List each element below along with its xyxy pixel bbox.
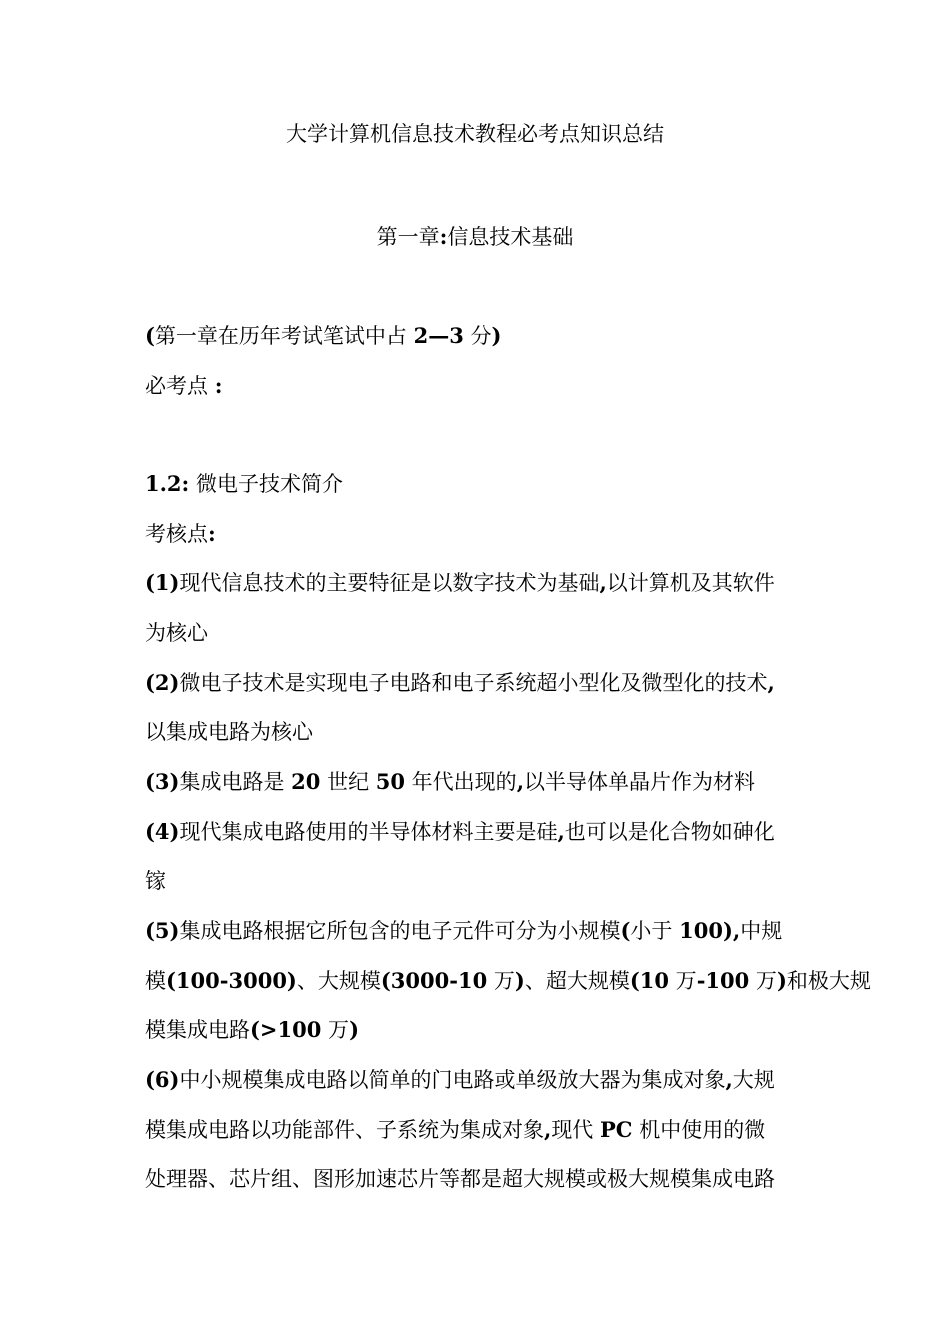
item-1-line-2: 为核心 bbox=[145, 621, 208, 645]
item-2-line-1: (2)微电子技术是实现电子电路和电子系统超小型化及微型化的技术, bbox=[145, 670, 775, 695]
exam-note: (第一章在历年考试笔试中占 2—3 分) bbox=[145, 323, 502, 348]
item-6-line-2: 模集成电路以功能部件、子系统为集成对象,现代 PC 机中使用的微 bbox=[145, 1117, 766, 1142]
chapter-heading: 第一章:信息技术基础 bbox=[376, 224, 574, 249]
item-1-line-1: (1)现代信息技术的主要特征是以数字技术为基础,以计算机及其软件 bbox=[145, 570, 775, 595]
must-points-label: 必考点 : bbox=[145, 373, 223, 398]
document-title: 大学计算机信息技术教程必考点知识总结 bbox=[286, 122, 664, 146]
item-3-line-1: (3)集成电路是 20 世纪 50 年代出现的,以半导体单晶片作为材料 bbox=[145, 769, 755, 794]
item-4-line-1: (4)现代集成电路使用的半导体材料主要是硅,也可以是化合物如砷化 bbox=[145, 819, 775, 844]
item-4-line-2: 镓 bbox=[145, 869, 166, 893]
item-5-line-3: 模集成电路(>100 万) bbox=[145, 1017, 359, 1042]
item-2-line-2: 以集成电路为核心 bbox=[145, 720, 313, 744]
item-5-line-1: (5)集成电路根据它所包含的电子元件可分为小规模(小于 100),中规 bbox=[145, 918, 783, 943]
item-6-line-3: 处理器、芯片组、图形加速芯片等都是超大规模或极大规模集成电路 bbox=[145, 1167, 775, 1191]
section-heading: 1.2: 微电子技术简介 bbox=[145, 471, 343, 496]
item-5-line-2: 模(100-3000)、大规模(3000-10 万)、超大规模(10 万-100 万)和极大规 bbox=[145, 968, 871, 993]
item-6-line-1: (6)中小规模集成电路以简单的门电路或单级放大器为集成对象,大规 bbox=[145, 1067, 775, 1092]
check-points-label: 考核点: bbox=[145, 521, 216, 546]
